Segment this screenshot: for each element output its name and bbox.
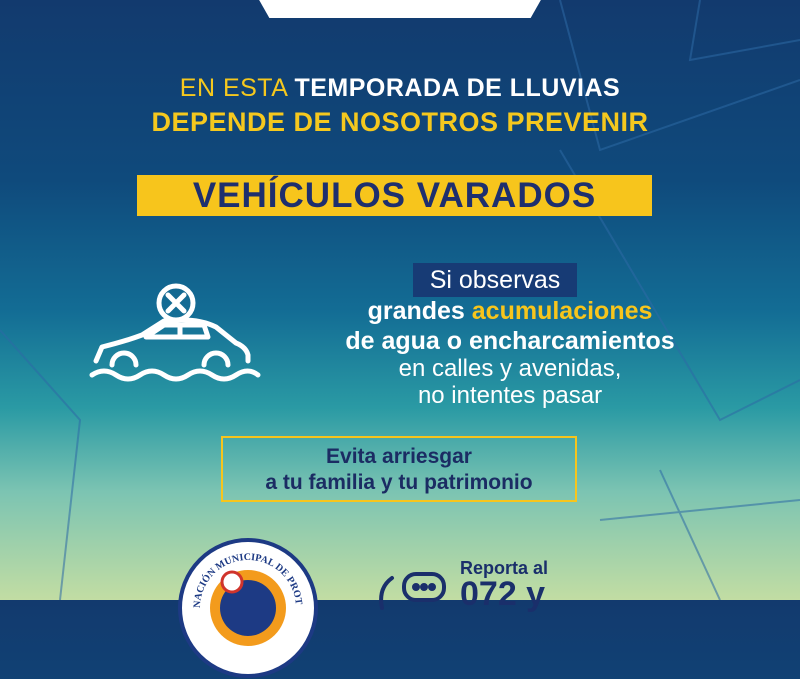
message-line-1b: acumulaciones [471, 297, 653, 325]
flooded-car-icon [86, 283, 262, 391]
headline-line-1 [0, 74, 800, 103]
message-line-1 [300, 297, 720, 326]
title: VEHÍCULOS VARADOS [192, 175, 597, 215]
seal-text: NACIÓN MUNICIPAL DE PROT [191, 551, 304, 609]
warning-line-2: a tu familia y tu patrimonio [265, 471, 533, 494]
civil-protection-seal [178, 538, 318, 678]
title-banner [137, 175, 652, 216]
phone-chat-icon [374, 570, 454, 610]
message-line-3: en calles y avenidas, [398, 355, 622, 382]
message-highlight: Si observas [413, 263, 577, 297]
message-line-2: de agua o encharcamientos [345, 327, 675, 355]
message-line-1a: grandes [367, 297, 472, 325]
headline-light: EN ESTA [179, 74, 295, 102]
top-tab [258, 0, 542, 18]
warning-box [221, 436, 577, 502]
message-line-4: no intentes pasar [417, 382, 603, 409]
headline-bold: TEMPORADA DE LLUVIAS [294, 74, 621, 102]
seal-graphic [182, 542, 314, 674]
report-number: 072 y [460, 575, 546, 613]
headline-line-2: DEPENDE DE NOSOTROS PREVENIR [151, 107, 649, 137]
warning-line-1: Evita arriesgar [326, 445, 472, 468]
report-label: Reporta al [460, 558, 549, 578]
